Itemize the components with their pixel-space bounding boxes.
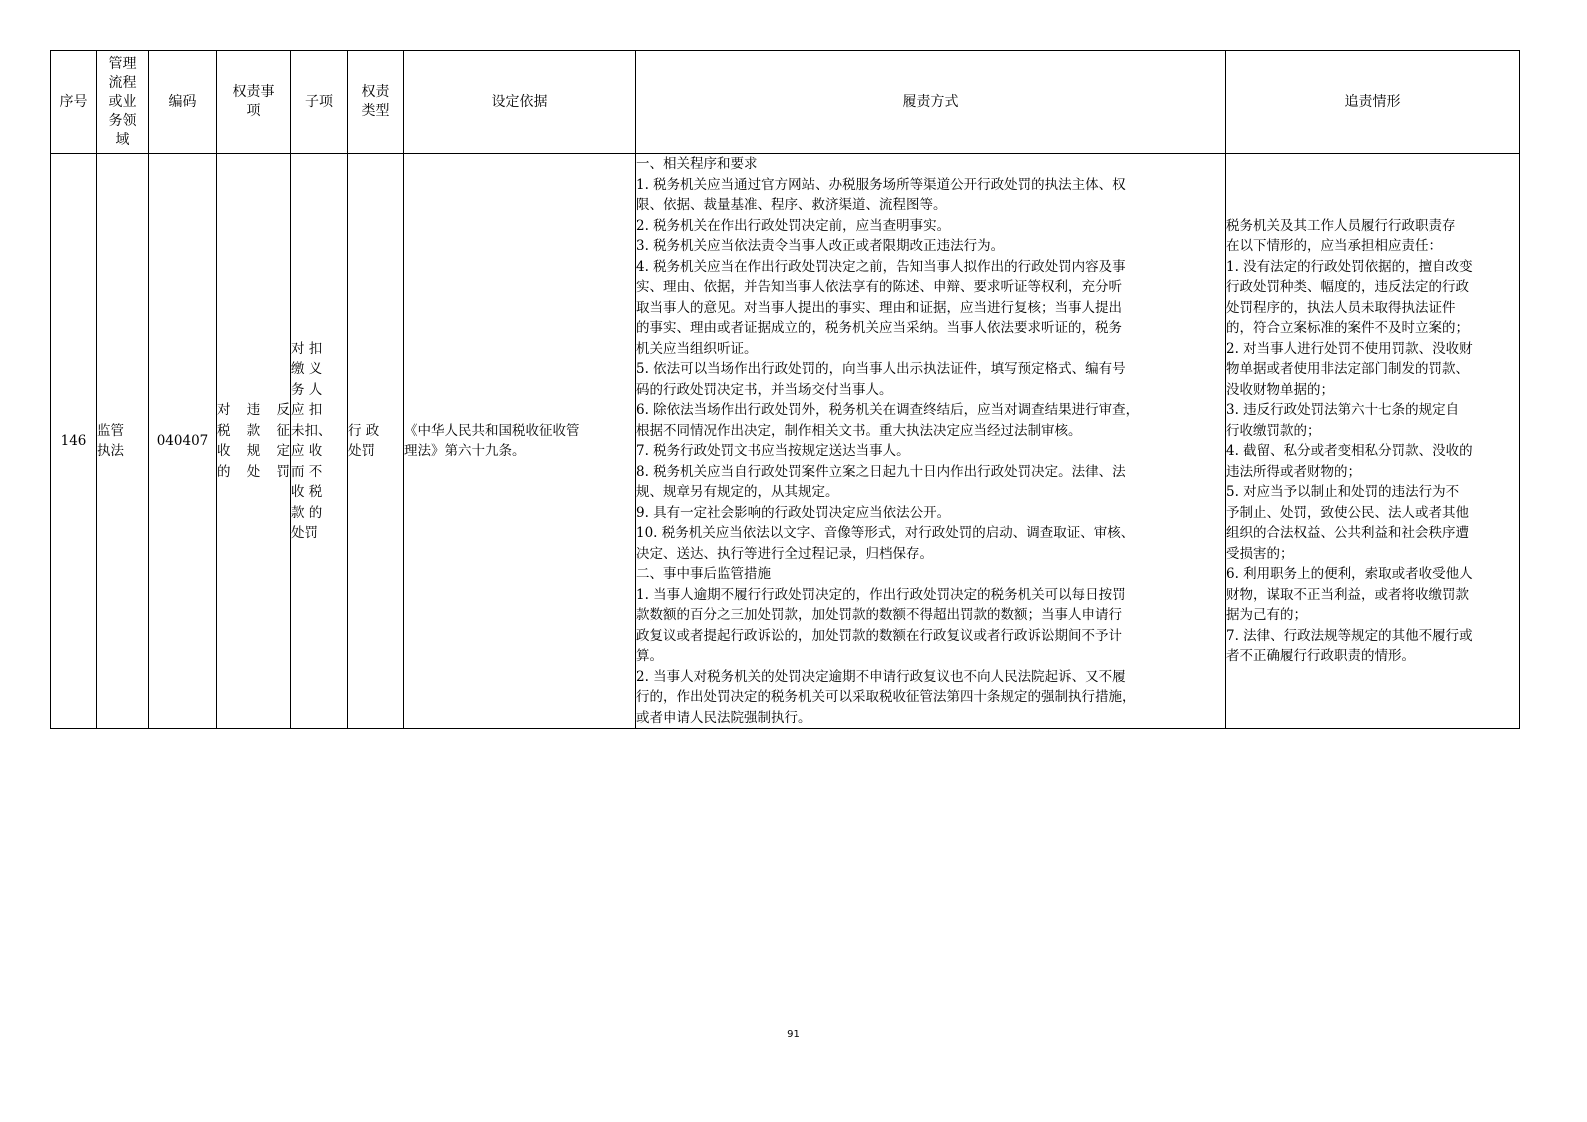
method-line: 5. 依法可以当场作出行政处罚的，向当事人出示执法证件，填写预定格式、编有号: [636, 361, 1126, 377]
accountability-line: 5. 对应当予以制止和处罚的违法行为不: [1226, 484, 1460, 500]
header-row: [51, 51, 1520, 154]
method-line: 限、依据、裁量基准、程序、救济渠道、流程图等。: [636, 197, 947, 213]
header-code: [149, 51, 217, 154]
cell-type: [348, 154, 404, 729]
method-line: 2. 税务机关在作出行政处罚决定前，应当查明事实。: [636, 217, 951, 234]
cell-basis: [404, 154, 636, 729]
header-domain-line: 务领: [108, 112, 137, 129]
method-line: 的事实、理由或者证据成立的，税务机关应当采纳。当事人依法要求听证的，税务: [636, 320, 1122, 336]
header-domain: [97, 51, 149, 154]
method-line: 实、理由、依据，并告知当事人依法享有的陈述、申辩、要求听证等权利，充分听: [636, 279, 1122, 295]
method-line: 7. 税务行政处罚文书应当按规定送达当事人。: [636, 443, 910, 459]
accountability-line: 据为己有的；: [1226, 607, 1307, 623]
header-basis-line: 设定依据: [491, 93, 548, 110]
accountability-line: 3. 违反行政处罚法第六十七条的规定自: [1226, 402, 1460, 418]
cell-subitem-line: 而 不: [291, 463, 323, 480]
accountability-line: 财物，谋取不正当利益，或者将收缴罚款: [1226, 586, 1469, 603]
accountability-line: 予制止、处罚，致使公民、法人或者其他: [1226, 504, 1469, 521]
cell-domain-line: 执法: [97, 443, 124, 459]
header-accountability-line: 追责情形: [1344, 93, 1401, 110]
header-item-line: 权责事: [232, 84, 275, 100]
cell-subitem-line: 未扣、: [291, 422, 332, 439]
cell-item-line: 对违反: [217, 402, 290, 418]
header-domain-line: 管理: [108, 55, 137, 72]
cell-basis-line: 理法》第六十九条。: [404, 443, 526, 459]
method-line: 4. 税务机关应当在作出行政处罚决定之前，告知当事人拟作出的行政处罚内容及事: [636, 258, 1126, 275]
header-basis: [404, 51, 636, 154]
cell-subitem-line: 收 税: [291, 484, 323, 500]
method-line: 规、规章另有规定的，从其规定。: [636, 484, 839, 500]
header-accountability: [1226, 51, 1520, 154]
method-line: 9. 具有一定社会影响的行政处罚决定应当依法公开。: [636, 504, 951, 521]
cell-domain: [97, 154, 149, 729]
cell-item-line: 税款征: [217, 422, 290, 439]
cell-method: [636, 154, 1226, 729]
accountability-line: 没收财物单据的；: [1226, 381, 1334, 398]
accountability-line: 2. 对当事人进行处罚不使用罚款、没收财: [1226, 340, 1473, 357]
header-code-line: 编码: [168, 93, 197, 110]
header-domain-line: 流程: [108, 74, 137, 91]
cell-type-line: 行 政: [348, 422, 380, 439]
accountability-line: 1. 没有法定的行政处罚依据的，擅自改变: [1226, 258, 1473, 275]
cell-subitem-line: 缴 义: [291, 361, 323, 377]
method-line: 取当事人的意见。对当事人提出的事实、理由和证据，应当进行复核；当事人提出: [636, 299, 1122, 316]
cell-subitem-line: 应 收: [291, 443, 323, 459]
method-line: 二、事中事后监管措施: [636, 566, 771, 582]
accountability-line: 组织的合法权益、公共利益和社会秩序遭: [1226, 525, 1469, 541]
cell-subitem-line: 处罚: [291, 525, 318, 541]
cell-seq: 146: [51, 154, 97, 729]
method-line: 3. 税务机关应当依法责令当事人改正或者限期改正违法行为。: [636, 238, 1005, 254]
method-line: 根据不同情况作出决定，制作相关文书。重大执法决定应当经过法制审核。: [636, 422, 1082, 439]
header-seq: [51, 51, 97, 154]
header-type-line: 权责: [361, 84, 390, 100]
cell-item: [217, 154, 291, 729]
method-line: 算。: [636, 648, 663, 664]
header-subitem: [291, 51, 348, 154]
method-line: 决定、送达、执行等进行全过程记录，归档保存。: [636, 545, 933, 562]
accountability-line: 的，符合立案标准的案件不及时立案的；: [1226, 320, 1469, 336]
cell-domain-line: 监管: [97, 422, 124, 439]
accountability-line: 受损害的；: [1226, 545, 1294, 562]
method-line: 1. 当事人逾期不履行行政处罚决定的，作出行政处罚决定的税务机关可以每日按罚: [636, 586, 1126, 603]
method-line: 码的行政处罚决定书，并当场交付当事人。: [636, 381, 893, 398]
header-type: [348, 51, 404, 154]
method-line: 机关应当组织听证。: [636, 340, 758, 357]
accountability-line: 在以下情形的，应当承担相应责任：: [1226, 238, 1442, 254]
accountability-line: 税务机关及其工作人员履行行政职责存: [1226, 217, 1456, 234]
cell-subitem-line: 务 人: [291, 381, 323, 398]
header-subitem-line: 子项: [305, 93, 333, 110]
method-line: 1. 税务机关应当通过官方网站、办税服务场所等渠道公开行政处罚的执法主体、权: [636, 176, 1126, 193]
cell-item-line: 收规定: [217, 443, 290, 459]
method-line: 行的，作出处罚决定的税务机关可以采取税收征管法第四十条规定的强制执行措施，: [636, 689, 1136, 705]
method-line: 款数额的百分之三加处罚款，加处罚款的数额不得超出罚款的数额；当事人申请行: [636, 607, 1122, 623]
cell-subitem-line: 款 的: [291, 504, 323, 521]
cell-accountability: [1226, 154, 1520, 729]
cell-basis-line: 《中华人民共和国税收征收管: [404, 422, 580, 439]
power-responsibility-table: [50, 50, 1520, 729]
table-row: [51, 154, 1520, 729]
method-line: 一、相关程序和要求: [636, 156, 758, 172]
cell-type-line: 处罚: [348, 443, 375, 459]
accountability-line: 6. 利用职务上的便利，索取或者收受他人: [1226, 566, 1473, 582]
accountability-line: 处罚程序的，执法人员未取得执法证件: [1226, 299, 1456, 316]
accountability-line: 行政处罚种类、幅度的，违反法定的行政: [1226, 279, 1469, 295]
accountability-line: 7. 法律、行政法规等规定的其他不履行或: [1226, 627, 1473, 644]
header-method: [636, 51, 1226, 154]
method-line: 或者申请人民法院强制执行。: [636, 709, 812, 726]
method-line: 2. 当事人对税务机关的处罚决定逾期不申请行政复议也不向人民法院起诉、又不履: [636, 668, 1126, 685]
header-method-line: 履责方式: [902, 93, 959, 110]
method-line: 8. 税务机关应当自行政处罚案件立案之日起九十日内作出行政处罚决定。法律、法: [636, 463, 1126, 480]
header-item-line: 项: [246, 103, 261, 119]
accountability-line: 物单据或者使用非法定部门制发的罚款、: [1226, 361, 1469, 377]
accountability-line: 者不正确履行行政职责的情形。: [1226, 648, 1415, 664]
accountability-line: 4. 截留、私分或者变相私分罚款、没收的: [1226, 443, 1473, 459]
cell-item-line: 的处罚: [217, 463, 290, 480]
header-type-line: 类型: [361, 103, 390, 119]
method-line: 政复议或者提起行政诉讼的，加处罚款的数额在行政复议或者行政诉讼期间不予计: [636, 627, 1122, 644]
page-number: 91: [787, 1029, 800, 1040]
header-seq-line: 序号: [59, 93, 88, 110]
cell-subitem-line: 应 扣: [291, 402, 323, 418]
header-domain-line: 或业: [108, 93, 137, 110]
cell-subitem: [291, 154, 348, 729]
cell-code: 040407: [149, 154, 217, 729]
cell-subitem-line: 对 扣: [291, 340, 323, 357]
header-domain-line: 域: [115, 131, 130, 148]
header-item: [217, 51, 291, 154]
method-line: 6. 除依法当场作出行政处罚外，税务机关在调查终结后，应当对调查结果进行审查，: [636, 402, 1140, 418]
accountability-line: 行收缴罚款的；: [1226, 422, 1321, 439]
accountability-line: 违法所得或者财物的；: [1226, 463, 1361, 480]
method-line: 10. 税务机关应当依法以文字、音像等形式，对行政处罚的启动、调查取证、审核、: [636, 525, 1135, 541]
